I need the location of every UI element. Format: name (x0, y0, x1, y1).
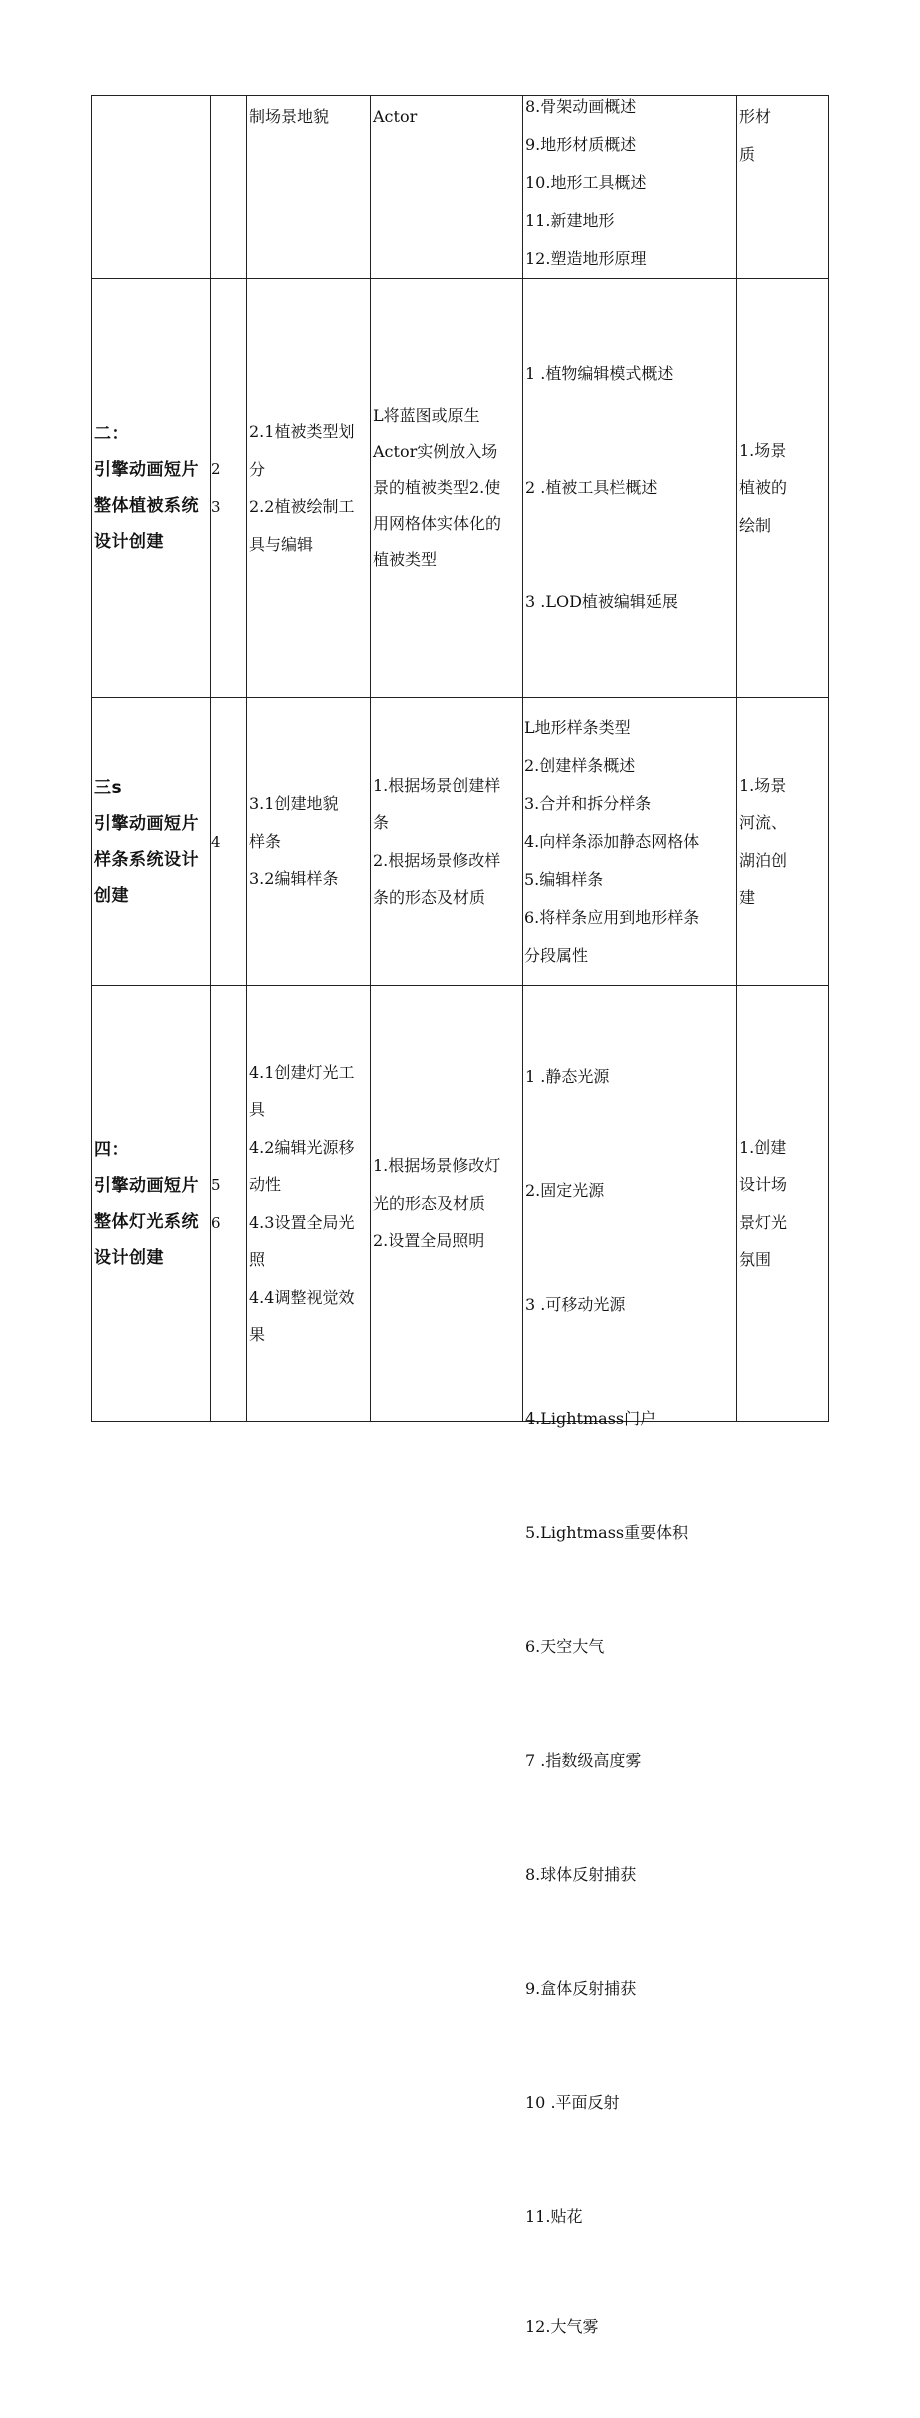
hours-cell (211, 698, 247, 986)
outcome-line: 1.场景 (739, 440, 787, 460)
outcome-line: 景灯光 (739, 1212, 788, 1232)
hours-line: 3 (211, 498, 221, 516)
topic-line: 4.1创建灯光工 (249, 1062, 355, 1082)
topic-line: 分 (249, 459, 266, 479)
contents-cell (523, 96, 737, 279)
contents-cell (523, 986, 737, 2336)
topic-line: 3.2编辑样条 (249, 869, 339, 889)
section-line: 整体植被系统 (94, 496, 199, 516)
table-row (92, 986, 829, 1422)
objective-line: L将蓝图或原生 (373, 406, 480, 425)
section-cell (92, 698, 211, 986)
section-line: 设计创建 (94, 532, 164, 552)
objective-line: 景的植被类型2.使 (373, 478, 501, 497)
content-line: 7 .指数级高度雾 (525, 1751, 642, 1770)
objective-line: 2.设置全局照明 (373, 1231, 485, 1251)
content-line: 5.Lightmass重要体积 (525, 1523, 689, 1542)
content-line: 9.盒体反射捕获 (525, 1979, 637, 1998)
content-line: 8.球体反射捕获 (525, 1865, 637, 1884)
topic-line: 2.1植被类型划 (249, 422, 355, 441)
topic-line: 动性 (249, 1175, 282, 1194)
topic-line: 具 (249, 1100, 266, 1119)
topic-line: 4.4调整视觉效 (249, 1287, 355, 1307)
content-line: 11.新建地形 (525, 211, 615, 230)
hours-line: 6 (211, 1213, 221, 1232)
content-line: 12.塑造地形原理 (525, 249, 647, 268)
content-line: 9.地形材质概述 (525, 135, 637, 154)
section-line: 引擎动画短片 (94, 460, 199, 480)
outcomes-cell (737, 96, 829, 279)
outcome-line: 河流、 (739, 813, 788, 832)
hours-line: 5 (211, 1175, 221, 1194)
outcome-line: 形材 (739, 107, 772, 126)
objective-line: Actor实例放入场 (373, 442, 498, 461)
objectives-cell (371, 986, 523, 1422)
objective-line: 条 (373, 813, 390, 832)
section-line: 引擎动画短片 (94, 813, 199, 834)
outcomes-cell (737, 986, 829, 1422)
hours-line: 2 (211, 460, 221, 478)
objective-line: 植被类型 (373, 550, 438, 569)
outcomes-cell (737, 279, 829, 698)
outcome-line: 设计场 (739, 1175, 788, 1194)
content-line: 10.地形工具概述 (525, 173, 647, 192)
content-line: 3 .LOD植被编辑延展 (525, 592, 678, 611)
objectives-cell (371, 96, 523, 279)
objectives-cell (371, 279, 523, 698)
objective-line: 1.根据场景修改灯 (373, 1156, 501, 1176)
topic-line: 3.1创建地貌 (249, 794, 339, 814)
section-line: 创建 (94, 885, 129, 906)
section-line: 样条系统设计 (94, 849, 199, 870)
outcome-line: 1.场景 (739, 775, 787, 795)
hours-cell (211, 279, 247, 698)
section-line: 整体灯光系统 (94, 1211, 199, 1232)
outcome-line: 湖泊创 (739, 850, 788, 870)
content-line: 2.创建样条概述 (524, 755, 636, 775)
table-row (92, 279, 829, 698)
section-cell (92, 96, 211, 279)
section-line: 引擎动画短片 (94, 1175, 199, 1196)
objective-line: Actor (373, 107, 418, 126)
content-line: 10 .平面反射 (525, 2093, 620, 2112)
content-line: 2 .植被工具栏概述 (525, 478, 658, 497)
section-line: 二： (94, 424, 129, 444)
content-line: 分段属性 (524, 945, 589, 965)
hours-cell (211, 96, 247, 279)
content-line: 3.合并和拆分样条 (524, 793, 652, 813)
objectives-cell (371, 698, 523, 986)
section-line: 设计创建 (94, 1247, 164, 1268)
section-cell (92, 986, 211, 1422)
table-row (92, 96, 829, 279)
table-row (92, 698, 829, 986)
topics-cell (247, 698, 371, 986)
objective-line: 条的形态及材质 (373, 888, 486, 907)
topic-line: 照 (249, 1250, 266, 1269)
content-line: 4.Lightmass门户 (525, 1409, 657, 1428)
hours-line: 4 (211, 832, 221, 851)
objective-line: 用网格体实体化的 (373, 514, 502, 533)
contents-cell (523, 279, 737, 698)
hours-cell (211, 986, 247, 1422)
topic-line: 4.3设置全局光 (249, 1212, 355, 1232)
content-line: 2.固定光源 (525, 1181, 605, 1200)
contents-cell (523, 698, 737, 986)
content-line: 6.天空大气 (525, 1637, 605, 1656)
outcomes-cell (737, 698, 829, 986)
content-line: 8.骨架动画概述 (525, 97, 637, 116)
content-line: 3 .可移动光源 (525, 1295, 626, 1314)
content-line: L地形样条类型 (524, 717, 631, 737)
content-line: 11.贴花 (525, 2207, 583, 2226)
outcome-line: 绘制 (739, 515, 772, 535)
content-line: 4.向样条添加静态网格体 (524, 831, 700, 851)
topic-line: 具与编辑 (249, 534, 314, 554)
topics-cell (247, 279, 371, 698)
content-line: 12.大气雾 (525, 2317, 599, 2336)
topic-line: 4.2编辑光源移 (249, 1137, 355, 1157)
section-cell (92, 279, 211, 698)
topic-line: 样条 (249, 831, 282, 851)
content-line: 1 .植物编辑模式概述 (525, 364, 674, 383)
topics-cell (247, 986, 371, 1422)
outcome-line: 植被的 (739, 478, 788, 498)
outcome-line: 质 (739, 144, 756, 164)
objective-line: 2.根据场景修改样 (373, 850, 501, 870)
objective-line: 光的形态及材质 (373, 1193, 486, 1213)
content-line: 5.编辑样条 (524, 869, 604, 889)
topic-line: 果 (249, 1325, 266, 1344)
topic-line: 制场景地貌 (249, 107, 330, 126)
topics-cell (247, 96, 371, 279)
objective-line: 1.根据场景创建样 (373, 775, 501, 795)
curriculum-table (91, 95, 829, 2336)
section-line: 四： (94, 1139, 129, 1160)
content-line: 1 .静态光源 (525, 1067, 610, 1086)
topic-line: 2.2植被绘制工 (249, 497, 355, 516)
outcome-line: 建 (739, 888, 756, 907)
outcome-line: 1.创建 (739, 1137, 787, 1157)
outcome-line: 氛围 (739, 1250, 772, 1269)
section-line: 三s (94, 777, 123, 798)
content-line: 6.将样条应用到地形样条 (524, 907, 700, 927)
